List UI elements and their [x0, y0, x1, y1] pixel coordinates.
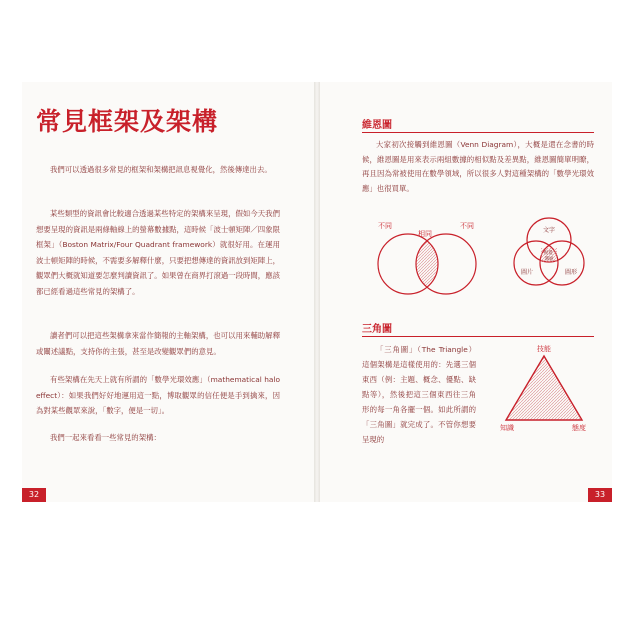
- paragraph-4: 有些架構在先天上就有所謂的「數學光環效應」（mathematical halo effect）：如果我們好好地運用這一點，博取觀眾的信任便是手到擒來，因為對某些觀眾來說，「數字，便是一切」。: [36, 375, 280, 415]
- venn3-label-top: 文字: [542, 227, 556, 234]
- venn-heading: 維恩圖: [362, 120, 392, 131]
- paragraph-5: 我們一起來看看一些常見的架構：: [50, 433, 161, 442]
- triangle-heading: 三角圖: [362, 324, 392, 335]
- venn3-label-right: 圖形: [564, 269, 578, 276]
- triangle-shape: [506, 356, 582, 420]
- three-circle-venn-diagram: [504, 208, 594, 298]
- triangle-label-right: 態度: [572, 424, 586, 432]
- two-circle-venn-diagram: [364, 218, 490, 298]
- page-title: 常見框架及架構: [36, 107, 219, 136]
- venn-paragraph: 大家初次接觸到維恩圖（Venn Diagram），大概是還在念書的時候，維恩圖是用來表示兩組數據的相似點及差異點，維恩圖簡單明瞭，再且因為常被使用在數學領域，所以很多人對這種架構的「數學光環效應」也很買單。: [362, 140, 594, 193]
- book-spread: [22, 82, 612, 502]
- paragraph-2: 某些類型的資訊會比較適合透過某些特定的架構來呈現，假如今天我們想要呈現的資訊是兩條軸線上的螢幕數據點，這時候「波士頓矩陣／四象限框架」（Boston Matrix/Four Quadrant framework）就很好用。在運用波士頓矩陣的時候，不需要多解釋什麼，只要把想傳達的資訊放到矩陣上，觀眾們大概就知道要怎麼判讀資訊了。如果曾在商界打滾過一段時間，應該都已經看過這些常見的架構了。: [36, 209, 280, 296]
- paragraph-1: 我們可以透過很多常見的框架和架構把訊息視覺化，然後傳達出去。: [50, 165, 272, 174]
- page-number-left: 32: [22, 488, 46, 502]
- triangle-heading-rule: [362, 336, 594, 337]
- triangle-paragraph: 「三角圖」（The Triangle）這個架構是這樣使用的：先選三個東西（例：主題、概念、優點、缺點等），然後把這三個東西往三角形的每一角各擺一個。如此所謂的「三角圖」就完成了。不管你想要呈現的: [362, 345, 476, 444]
- venn-bottom-right-circle: [540, 241, 584, 285]
- paragraph-3: 讀者們可以把這些架構拿來當作簡報的主軸架構，也可以用來輔助解釋或闡述議點，支持你的主張，甚至是改變觀眾們的意見。: [36, 331, 280, 356]
- triangle-label-top: 技能: [537, 345, 551, 353]
- venn-label-left: 不同: [378, 222, 392, 230]
- venn3-label-left: 圖片: [520, 269, 534, 276]
- venn3-center-line2: 溝通: [544, 257, 554, 262]
- triangle-label-left: 知識: [500, 424, 514, 432]
- left-page: [22, 82, 314, 502]
- venn3-label-center: [544, 249, 554, 262]
- venn-label-middle: 相同: [418, 230, 432, 238]
- triangle-diagram: [494, 342, 594, 434]
- venn-heading-rule: [362, 132, 594, 133]
- page-number-right: 33: [588, 488, 612, 502]
- venn3-center-line1: 視覺: [543, 251, 553, 256]
- venn-label-right: 不同: [460, 222, 474, 230]
- venn-bottom-left-circle: [514, 241, 558, 285]
- right-page: [320, 82, 612, 502]
